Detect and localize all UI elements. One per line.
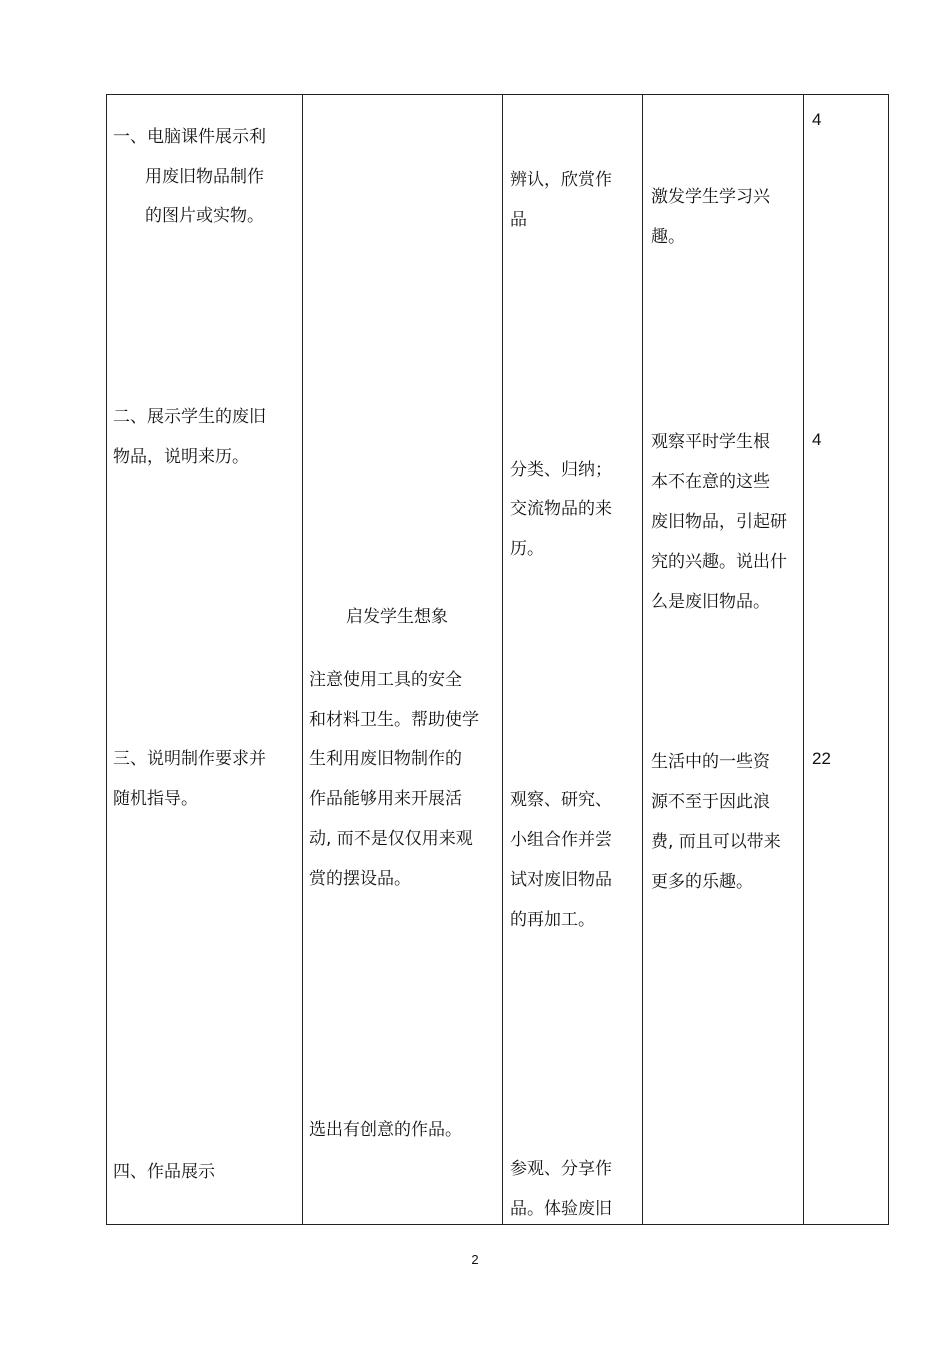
design-intent-3-line-1: 生活中的一些资	[651, 752, 770, 772]
step-1-line-1: 一、电脑课件展示利	[113, 127, 266, 147]
step-2-line-1: 二、展示学生的废旧	[113, 407, 266, 427]
step-3-line-2: 随机指导。	[113, 789, 198, 809]
teacher-note-line-4: 作品能够用来开展活	[309, 789, 462, 809]
step-1-line-3: 的图片或实物。	[145, 206, 264, 226]
lesson-plan-table	[106, 94, 889, 1225]
teacher-note-line-2: 和材料卫生。帮助使学	[309, 710, 479, 730]
column-divider	[502, 95, 503, 1224]
student-activity-3-line-2: 小组合作并尝	[510, 830, 612, 850]
student-activity-4-line-1: 参观、分享作	[510, 1159, 612, 1179]
student-activity-3-line-1: 观察、研究、	[510, 790, 612, 810]
design-intent-3-line-3: 费, 而且可以带来	[651, 832, 781, 852]
time-minutes-2: 4	[812, 430, 822, 449]
student-activity-2-line-1: 分类、归纳；	[510, 460, 612, 480]
student-activity-2-line-3: 历。	[510, 539, 544, 559]
column-divider	[642, 95, 643, 1224]
student-activity-3-line-3: 试对废旧物品	[510, 870, 612, 890]
teacher-note-line-6: 赏的摆设品。	[309, 869, 411, 889]
page-number: 2	[471, 1252, 479, 1267]
column-divider	[302, 95, 303, 1224]
student-activity-1-line-2: 品	[510, 210, 527, 230]
student-activity-1-line-1: 辨认，欣赏作	[510, 170, 612, 190]
teacher-note-line-5: 动, 而不是仅仅用来观	[309, 829, 473, 849]
teacher-note-2-line-1: 选出有创意的作品。	[309, 1120, 462, 1140]
design-intent-3-line-4: 更多的乐趣。	[651, 872, 753, 892]
design-intent-2-line-5: 么是废旧物品。	[651, 592, 770, 612]
student-activity-3-line-4: 的再加工。	[510, 910, 595, 930]
teacher-center-text: 启发学生想象	[346, 607, 448, 627]
design-intent-2-line-4: 究的兴趣。说出什	[651, 552, 787, 572]
design-intent-3-line-2: 源不至于因此浪	[651, 792, 770, 812]
design-intent-1-line-1: 激发学生学习兴	[651, 187, 770, 207]
time-minutes-1: 4	[812, 110, 822, 129]
student-activity-4-line-2: 品。体验废旧	[510, 1199, 612, 1219]
step-2-line-2: 物品，说明来历。	[113, 447, 249, 467]
student-activity-2-line-2: 交流物品的来	[510, 499, 612, 519]
design-intent-1-line-2: 趣。	[651, 227, 685, 247]
step-3-line-1: 三、说明制作要求并	[113, 749, 266, 769]
column-divider	[803, 95, 804, 1224]
time-minutes-3: 22	[812, 749, 831, 768]
design-intent-2-line-3: 废旧物品，引起研	[651, 512, 787, 532]
teacher-note-line-1: 注意使用工具的安全	[309, 670, 462, 690]
teacher-note-line-3: 生利用废旧物制作的	[309, 749, 462, 769]
design-intent-2-line-1: 观察平时学生根	[651, 432, 770, 452]
step-4-line-1: 四、作品展示	[113, 1162, 215, 1182]
step-1-line-2: 用废旧物品制作	[145, 167, 264, 187]
design-intent-2-line-2: 本不在意的这些	[651, 472, 770, 492]
